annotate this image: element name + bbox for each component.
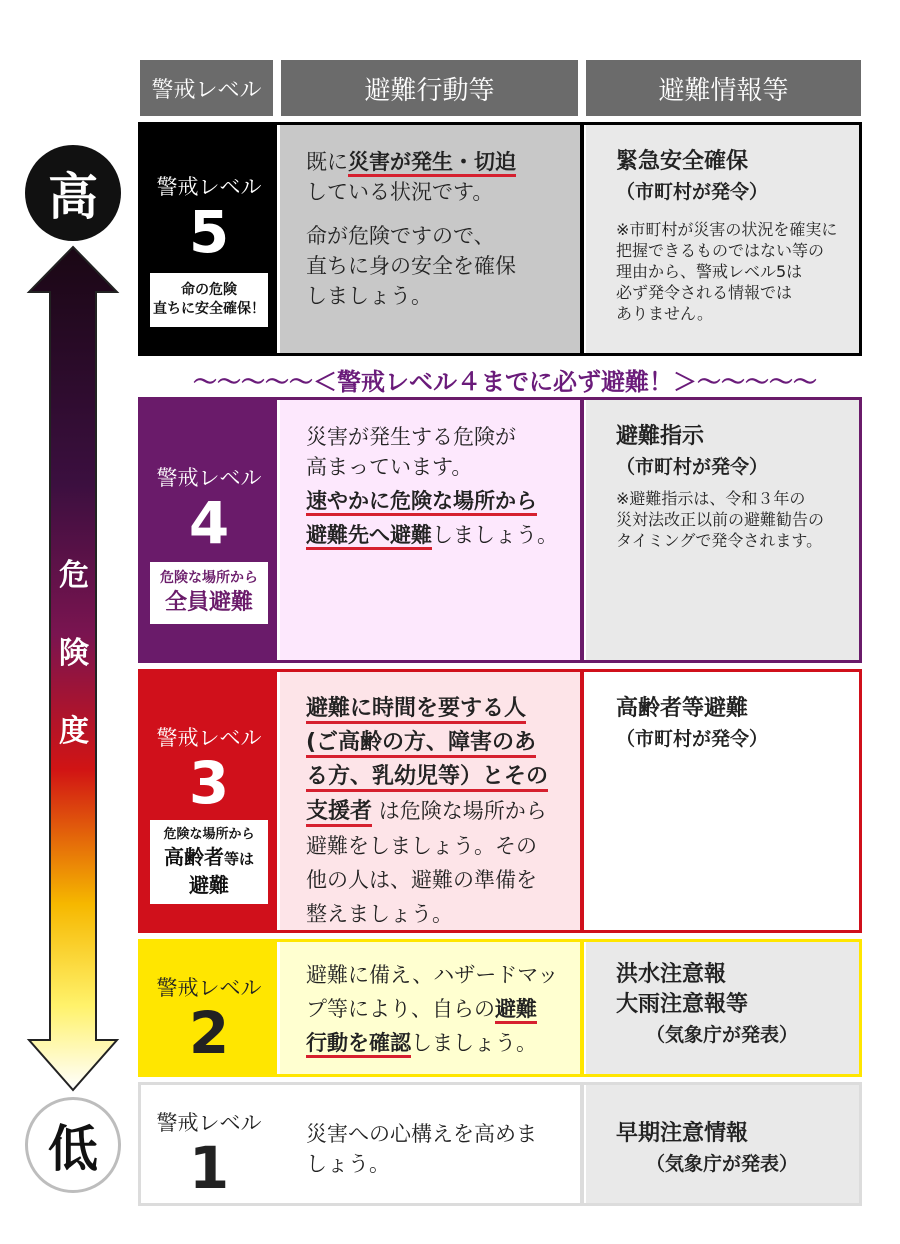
level4-action-text: 高まっています。 <box>306 455 473 479</box>
level5-action-text: 命が危険ですので、 <box>306 224 495 248</box>
level3-info-cell <box>586 672 859 930</box>
level3-action-emphasis: る方、乳幼児等）とその <box>306 764 548 792</box>
danger-char-2: 険 <box>59 636 89 671</box>
level4-level-cell <box>141 400 277 660</box>
level5-info-title: 緊急安全確保 <box>616 149 749 174</box>
level1-label: 警戒レベル <box>156 1111 262 1135</box>
header-info-text: 避難情報等 <box>658 75 789 106</box>
level5-info-cell <box>586 125 859 353</box>
level1-level-cell <box>141 1085 277 1203</box>
level4-action-text: 災害が発生する危険が <box>306 425 516 449</box>
level4-label: 警戒レベル <box>156 466 262 490</box>
level1-info-cell <box>586 1085 859 1203</box>
level5-info-sub: （市町村が発令） <box>616 181 769 203</box>
level3-action-text: 整えましょう。 <box>306 902 453 926</box>
level3-action-cell <box>280 672 582 930</box>
level3-info-sub: （市町村が発令） <box>616 728 769 750</box>
level3-level-cell <box>141 672 277 930</box>
level5-badge <box>150 273 268 327</box>
low-label: 低 <box>48 1120 98 1178</box>
level2-action-text: 避難に備え、ハザードマッ <box>306 963 559 987</box>
danger-char-1: 危 <box>59 558 89 593</box>
level2-action-emphasis: 避難 <box>495 997 537 1024</box>
level4-number: 4 <box>188 489 230 557</box>
level5-note-line: 理由から、警戒レベル5は <box>616 262 803 281</box>
level3-action-text: は危険な場所から <box>378 799 547 823</box>
header-action <box>281 60 578 116</box>
level4-note-line: 災対法改正以前の避難勧告の <box>616 510 825 529</box>
level4-divider <box>580 400 584 660</box>
level5-level-cell <box>141 125 277 353</box>
level5-note-line: 把握できるものではない等の <box>616 241 825 260</box>
high-circle <box>25 145 121 241</box>
level4-info-note <box>616 488 859 551</box>
level3-info-title: 高齢者等避難 <box>616 696 749 721</box>
level5-number: 5 <box>188 198 230 266</box>
level3-number: 3 <box>188 749 230 817</box>
level5-note-line: ありません。 <box>616 304 713 323</box>
level5-note-line: ※市町村が災害の状況を確実に <box>616 220 838 239</box>
level2-label: 警戒レベル <box>156 976 262 1000</box>
high-label: 高 <box>48 168 98 226</box>
level1-action-text: しょう。 <box>306 1152 390 1176</box>
level5-note-line: 必ず発令される情報では <box>616 283 793 302</box>
level4-badge-line1: 危険な場所から <box>160 569 258 586</box>
level2-info-title: 洪水注意報 <box>616 962 727 987</box>
header-level-text: 警戒レベル <box>151 77 262 103</box>
level1-action-text: 災害への心構えを高めま <box>306 1122 537 1146</box>
level1-info-sub: （気象庁が発表） <box>646 1153 799 1175</box>
level4-action-text: しましょう。 <box>432 523 558 547</box>
level2-info-cell <box>586 942 859 1074</box>
level5-divider <box>580 125 584 353</box>
level3-action-text: 他の人は、避難の準備を <box>306 868 537 892</box>
level3-badge-evacuate: 避難 <box>189 872 229 897</box>
header-info <box>586 60 861 116</box>
level2-divider <box>580 942 584 1074</box>
level5-action-cell <box>280 125 582 353</box>
danger-char-3: 度 <box>59 714 89 749</box>
level3-action-emphasis: 支援者 <box>306 799 372 827</box>
level5-badge-line2: 直ちに安全確保！ <box>153 300 265 317</box>
level3-badge-elderly: 高齢者 <box>163 844 224 869</box>
level4-info-title: 避難指示 <box>616 424 705 449</box>
level2-level-cell <box>141 942 277 1074</box>
level4-info-sub: （市町村が発令） <box>616 456 769 478</box>
level4-note-line: ※避難指示は、令和３年の <box>616 489 806 508</box>
level4-action-cell <box>280 400 582 660</box>
level1-action-cell <box>280 1085 582 1203</box>
level1-info-title: 早期注意情報 <box>616 1121 749 1146</box>
level2-info-sub: （気象庁が発表） <box>646 1024 799 1046</box>
level3-action-emphasis: 避難に時間を要する人 <box>306 696 526 724</box>
level5-action-emphasis: 災害が発生・切迫 <box>348 150 516 177</box>
level4-note-line: タイミングで発令されます。 <box>616 531 823 550</box>
level3-badge-etc: 等は <box>223 849 254 868</box>
level3-divider <box>580 672 584 930</box>
level3-action-emphasis: (ご高齢の方、障害のあ <box>306 730 536 758</box>
level4-action-emphasis: 避難先へ避難 <box>306 523 432 550</box>
level1-number: 1 <box>188 1134 230 1202</box>
level3-action-text: 避難をしましょう。その <box>306 834 537 858</box>
level4-badge-line2: 全員避難 <box>164 589 253 615</box>
level2-action-cell <box>280 942 582 1074</box>
level3-badge-line1: 危険な場所から <box>163 826 255 842</box>
level2-number: 2 <box>188 999 230 1067</box>
level2-info-title: 大雨注意報等 <box>616 992 749 1017</box>
level5-action-text: 直ちに身の安全を確保 <box>306 254 516 278</box>
evacuate-banner: 〜〜〜〜〜＜警戒レベル４までに必ず避難！＞〜〜〜〜〜 <box>193 368 817 396</box>
level5-badge-line1: 命の危険 <box>181 281 237 298</box>
level5-action-text: しましょう。 <box>306 284 432 308</box>
level4-badge <box>150 562 268 624</box>
level5-label: 警戒レベル <box>156 175 262 199</box>
level4-info-cell <box>586 400 859 660</box>
level3-badge <box>150 820 268 904</box>
level5-action-text: 既に <box>306 150 348 174</box>
level4-action-emphasis: 速やかに危険な場所から <box>306 489 537 516</box>
level2-action-text: しましょう。 <box>411 1031 537 1055</box>
level2-action-emphasis: 行動を確認 <box>306 1031 411 1058</box>
level1-divider <box>580 1085 584 1203</box>
low-circle <box>25 1097 121 1193</box>
header-level <box>140 60 273 116</box>
header-action-text: 避難行動等 <box>364 75 495 106</box>
level3-label: 警戒レベル <box>156 726 262 750</box>
level5-action-text: している状況です。 <box>306 180 494 204</box>
level2-action-text: プ等により、自らの <box>306 997 495 1021</box>
level5-info-note <box>616 219 859 324</box>
